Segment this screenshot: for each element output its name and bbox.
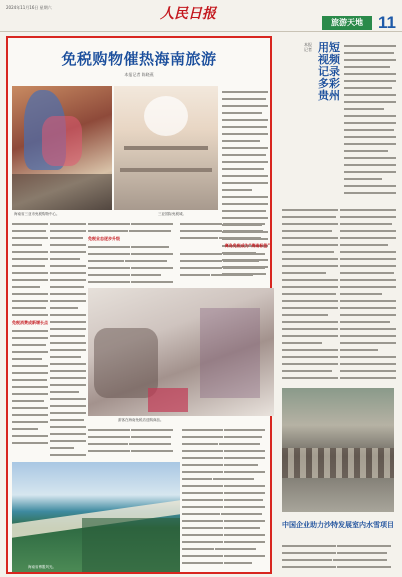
- text-column: [50, 220, 86, 460]
- text-column: [282, 542, 394, 572]
- photo-shopping-atrium[interactable]: [114, 86, 218, 210]
- text-column: [88, 426, 178, 460]
- side-byline: 本报记者: [304, 42, 312, 52]
- text-column: [182, 426, 270, 572]
- newspaper-logo: 人民日报: [160, 6, 216, 22]
- photo-shoppers[interactable]: [88, 288, 274, 416]
- subhead: 免税消费成新增长点: [12, 320, 48, 325]
- issue-date: 2024年11月16日 星期六: [6, 5, 52, 10]
- subhead: 免税业态逐步升级: [88, 236, 120, 241]
- text-column: [88, 220, 178, 286]
- masthead: [0, 0, 402, 32]
- photo-duty-free-mall[interactable]: [12, 86, 112, 210]
- page-number: 11: [378, 13, 396, 32]
- text-column: [344, 42, 396, 202]
- photo-caption: 游客在海南免税店选购商品。: [118, 418, 164, 422]
- subhead: 离岛免税成为“海南标签”: [224, 243, 270, 248]
- bottom-headline[interactable]: 中国企业助力沙特发展室内水雪项目: [282, 521, 394, 529]
- text-column: [12, 220, 48, 460]
- text-column: [180, 220, 270, 286]
- article-byline: 本报记者 陈晓燕: [124, 72, 154, 77]
- side-headline[interactable]: 用短视频记录多彩贵州: [318, 41, 340, 102]
- text-column: [340, 206, 396, 384]
- photo-caption: 三亚国际免税城。: [158, 212, 186, 216]
- side-article: [278, 36, 398, 574]
- main-article: [6, 36, 272, 574]
- photo-guizhou-village[interactable]: [282, 388, 394, 512]
- photo-coastline[interactable]: [12, 462, 180, 572]
- photo-caption: 海南省三亚市免税购物中心。: [14, 212, 60, 216]
- section-banner: 旅游天地: [322, 16, 372, 30]
- text-column: [282, 206, 338, 384]
- photo-caption: 海南省博鳌风光。: [28, 565, 56, 569]
- article-headline[interactable]: 免税购物催热海南旅游: [61, 50, 217, 68]
